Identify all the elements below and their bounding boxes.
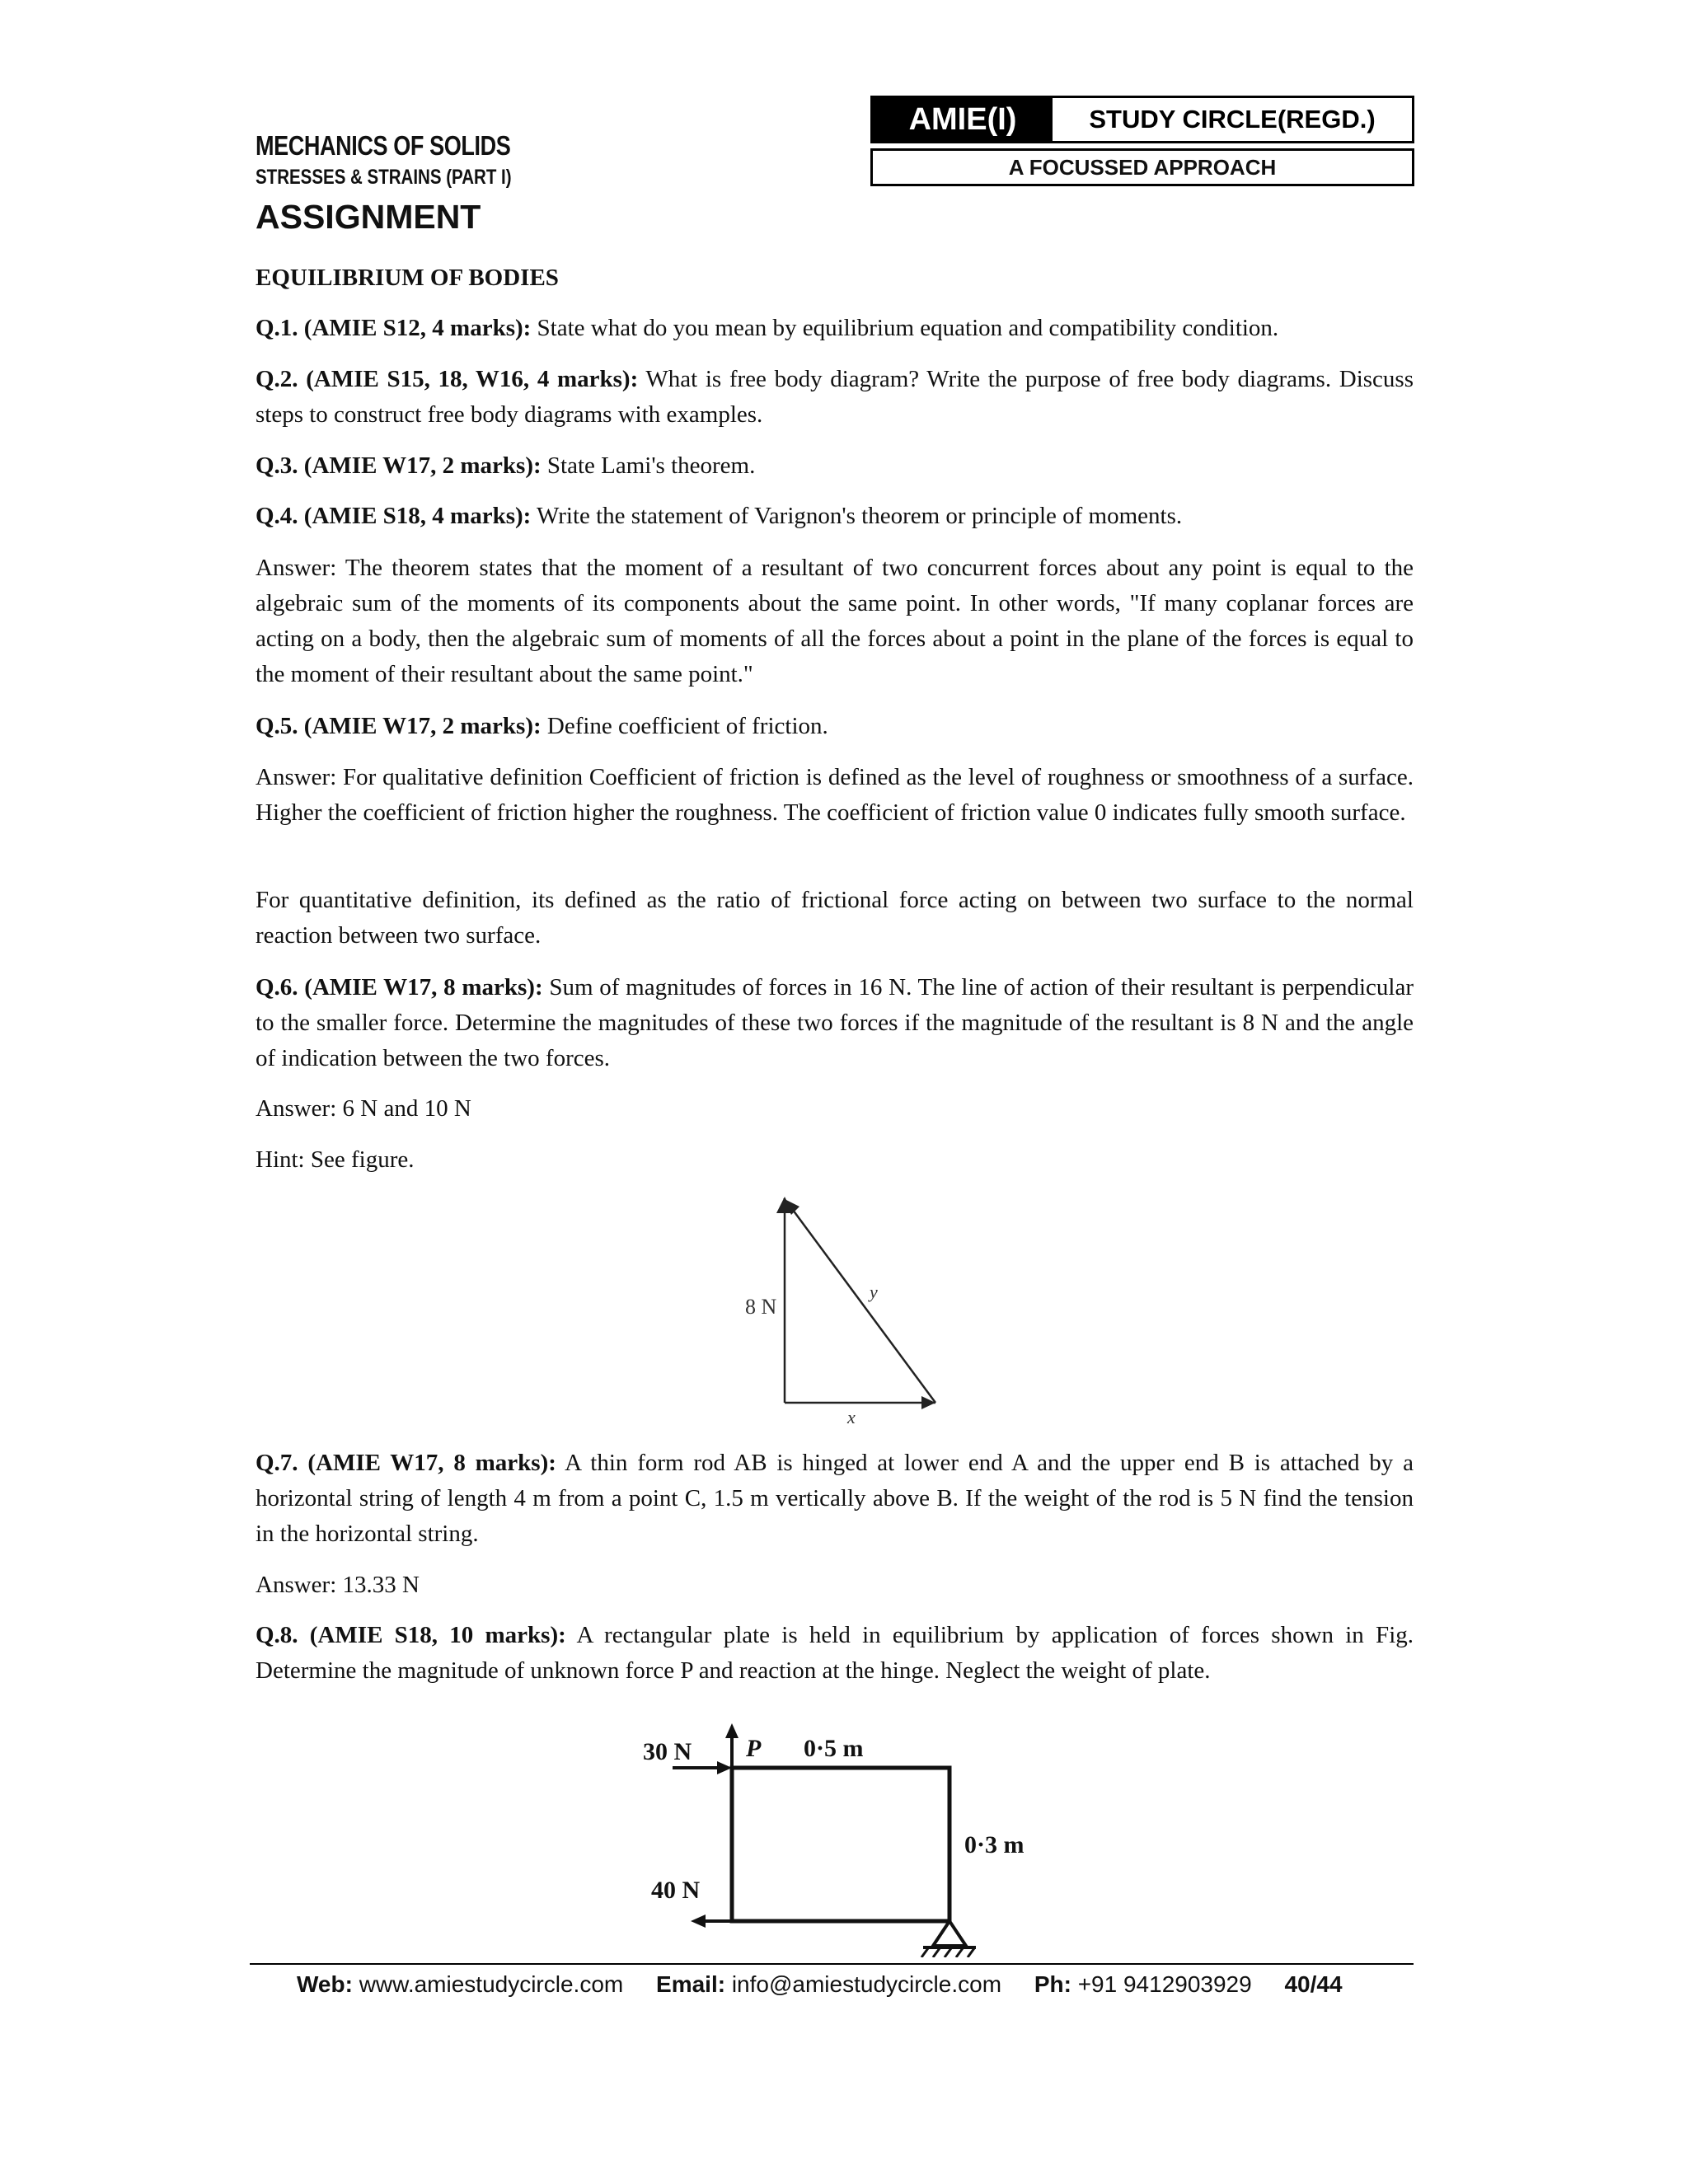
- question-5-label: Q.5. (AMIE W17, 2 marks):: [256, 713, 542, 739]
- hinge-hatch-icon: [956, 1948, 963, 1957]
- question-2-text: What is free body diagram? Write the purpose of free body diagrams. Discuss steps to construct free body diagrams with examples.: [256, 366, 1414, 428]
- hinge-hatch-icon: [921, 1948, 928, 1957]
- brand-tagline: A FOCUSSED APPROACH: [870, 148, 1414, 186]
- question-8: [256, 1618, 1414, 1689]
- question-5: [256, 709, 1414, 744]
- triangle-label-x: x: [847, 1407, 856, 1426]
- page-title: ASSIGNMENT: [256, 198, 481, 236]
- footer-divider: [250, 1963, 1414, 1965]
- plate-rectangle: [732, 1768, 950, 1921]
- hint-6: Hint: See figure.: [256, 1146, 415, 1173]
- page-number: 40/44: [1284, 1971, 1343, 1997]
- question-8-label: Q.8. (AMIE S18, 10 marks):: [256, 1622, 566, 1648]
- brand-study-circle: STUDY CIRCLE(REGD.): [1089, 105, 1376, 134]
- base-arrowhead-icon: [921, 1396, 935, 1409]
- question-2-label: Q.2. (AMIE S15, 18, W16, 4 marks):: [256, 366, 639, 392]
- triangle-figure: [725, 1187, 973, 1426]
- question-4: [256, 499, 1414, 534]
- question-7-label: Q.7. (AMIE W17, 8 marks):: [256, 1450, 556, 1476]
- label-30n: 30 N: [643, 1738, 692, 1765]
- hinge-support-icon: [933, 1921, 966, 1946]
- question-6-text: Sum of magnitudes of forces in 16 N. The line of action of their resultant is perpendicular to the smaller force. Determine the magnitudes of these two forces if the magnitude of the resultant is 8 N and the angle of indication between the two forces.: [256, 974, 1414, 1071]
- answer-7: Answer: 13.33 N: [256, 1572, 420, 1598]
- brand-amie: AMIE(I): [873, 98, 1053, 141]
- question-1-text: State what do you mean by equilibrium equation and compatibility condition.: [531, 315, 1279, 341]
- question-6: [256, 970, 1414, 1076]
- label-p: P: [746, 1735, 762, 1762]
- footer-phone-label: Ph:: [1034, 1971, 1071, 1997]
- question-3-label: Q.3. (AMIE W17, 2 marks):: [256, 452, 542, 479]
- question-7-text: A thin form rod AB is hinged at lower end A and the upper end B is attached by a horizontal string of length 4 m from a point C, 1.5 m vertically above B. If the weight of the rod is 5 N find the tension in the horizontal string.: [256, 1450, 1414, 1547]
- question-4-text: Write the statement of Varignon's theorem or principle of moments.: [531, 503, 1183, 529]
- hinge-hatch-icon: [933, 1948, 940, 1957]
- label-width: 0·5 m: [804, 1735, 864, 1762]
- label-40n: 40 N: [651, 1877, 701, 1904]
- question-5-text: Define coefficient of friction.: [541, 713, 828, 739]
- footer-phone: +91 9412903929: [1077, 1971, 1252, 1997]
- question-2: [256, 362, 1414, 433]
- question-8-text: A rectangular plate is held in equilibrium by application of forces shown in Fig. Determine the magnitude of unknown force P and reaction at the hinge. Neglect the weight of plate.: [256, 1622, 1414, 1684]
- plate-figure: [626, 1718, 1055, 1957]
- question-4-label: Q.4. (AMIE S18, 4 marks):: [256, 503, 532, 529]
- answer-6: Answer: 6 N and 10 N: [256, 1095, 471, 1122]
- question-7: [256, 1446, 1414, 1552]
- footer-email-link[interactable]: info@amiestudycircle.com: [731, 1971, 1002, 1997]
- question-1-label: Q.1. (AMIE S12, 4 marks):: [256, 315, 532, 341]
- answer-4: Answer: The theorem states that the moment of a resultant of two concurrent forces about any point is equal to the algebraic sum of the moments of its components about the same point. In other words, "If many coplanar forces are acting on a body, then the algebraic sum of moments of all the forces about a point in the plane of the forces is equal to the moment of their resultant about the same point.": [256, 555, 1414, 687]
- force-30n-arrowhead-icon: [717, 1761, 732, 1774]
- triangle-label-y: y: [870, 1282, 878, 1302]
- course-subtitle: STRESSES & STRAINS (PART I): [256, 166, 512, 189]
- hinge-hatch-icon: [968, 1948, 974, 1957]
- footer-web-link[interactable]: www.amiestudycircle.com: [359, 1971, 624, 1997]
- footer-email-label: Email:: [656, 1971, 726, 1997]
- force-40n-arrowhead-icon: [691, 1915, 706, 1928]
- brand-box: [870, 96, 1414, 143]
- triangle-hypotenuse: [788, 1203, 935, 1403]
- label-height: 0·3 m: [964, 1831, 1025, 1858]
- hinge-hatch-icon: [945, 1948, 951, 1957]
- triangle-label-8n: 8 N: [745, 1295, 777, 1319]
- answer-5-qualitative: Answer: For qualitative definition Coefficient of friction is defined as the level of roughness or smoothness of a surface. Higher the coefficient of friction higher the roughness. The coefficient of friction value 0 indicates fully smooth surface.: [256, 764, 1414, 826]
- footer: [297, 1971, 1418, 1998]
- question-3: [256, 448, 1414, 484]
- course-title: MECHANICS OF SOLIDS: [256, 130, 511, 161]
- footer-web-label: Web:: [297, 1971, 353, 1997]
- force-p-arrowhead-icon: [725, 1723, 738, 1738]
- section-heading: EQUILIBRIUM OF BODIES: [256, 265, 559, 291]
- question-3-text: State Lami's theorem.: [541, 452, 756, 479]
- answer-5-quantitative: For quantitative definition, its defined as the ratio of frictional force acting on between two surface to the normal reaction between two surface.: [256, 887, 1414, 949]
- question-6-label: Q.6. (AMIE W17, 8 marks):: [256, 974, 543, 1001]
- question-1: [256, 311, 1414, 346]
